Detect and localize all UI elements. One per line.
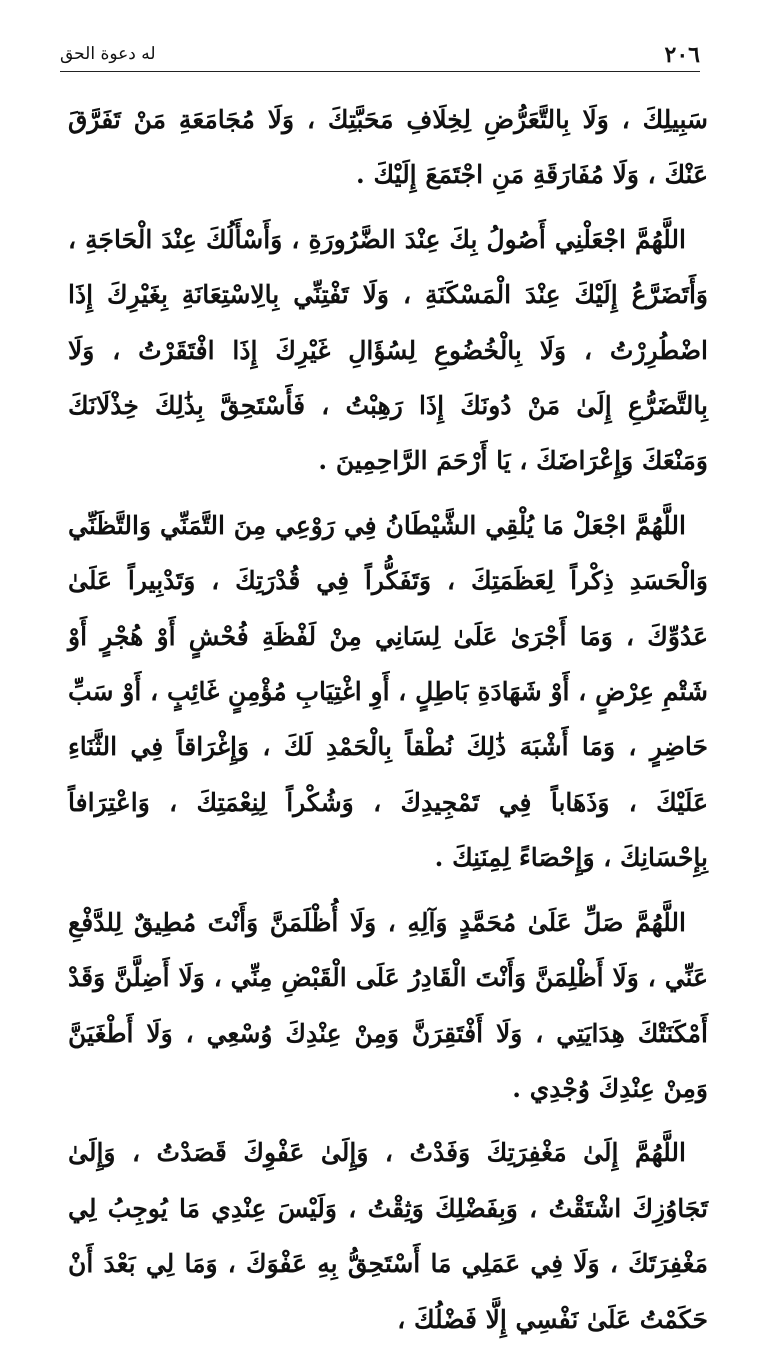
page-number: ٢٠٦ [664,42,700,68]
paragraph-continuation: سَبِيلِكَ ، وَلَا بِالتَّعَرُّضِ لِخِلَافِ مَحَبَّتِكَ ، وَلَا مُجَامَعَةِ مَنْ تَفَرَّقَ عَنْكَ ، وَلَا مُفَارَقَةِ مَنِ اجْتَمَعَ إِلَيْكَ . [68,105,708,190]
paragraph-prayer-necessity: اللَّهُمَّ اجْعَلْنِي أَصُولُ بِكَ عِنْدَ الضَّرُورَةِ ، وَأَسْأَلُكَ عِنْدَ الْحَاجَةِ ، وَأَتَضَرَّعُ إِلَيْكَ عِنْدَ الْمَسْكَنَةِ ، وَلَا تَفْتِنِّي بِالِاسْتِعَانَةِ بِغَيْرِكَ إِذَا اضْطُرِرْتُ ، وَلَا بِالْخُضُوعِ لِسُؤَالِ غَيْرِكَ إِذَا افْتَقَرْتُ ، وَلَا بِالتَّضَرُّعِ إِلَىٰ مَنْ دُونَكَ إِذَا رَهِبْتُ ، فَأَسْتَحِقَّ بِذَٰلِكَ خِذْلَانَكَ وَمَنْعَكَ وَإِعْرَاضَكَ ، يَا أَرْحَمَ الرَّاحِمِينَ . [68,224,708,476]
running-title: له دعوة الحق [60,44,156,64]
paragraph-prayer-oppression: اللَّهُمَّ صَلِّ عَلَىٰ مُحَمَّدٍ وَآلِهِ ، وَلَا أُظْلَمَنَّ وَأَنْتَ مُطِيقٌ لِلدَّفْعِ عَنِّي ، وَلَا أَظْلِمَنَّ وَأَنْتَ الْقَادِرُ عَلَى الْقَبْضِ مِنِّي ، وَلَا أَضِلَّنَّ وَقَدْ أَمْكَنَتْكَ هِدَايَتِي ، وَلَا أَفْتَقِرَنَّ وَمِنْ عِنْدِكَ وُسْعِي ، وَلَا أَطْغَيَنَّ وَمِنْ عِنْدِكَ وُجْدِي . [68,907,708,1103]
page-body [68,92,708,1356]
paragraph-prayer-satan: اللَّهُمَّ اجْعَلْ مَا يُلْقِي الشَّيْطَانُ فِي رَوْعِي مِنَ التَّمَنِّي وَالتَّظَنِّي وَالْحَسَدِ ذِكْراً لِعَظَمَتِكَ ، وَتَفَكُّراً فِي قُدْرَتِكَ ، وَتَدْبِيراً عَلَىٰ عَدُوِّكَ ، وَمَا أَجْرَىٰ عَلَىٰ لِسَانِي مِنْ لَفْظَةِ فُحْشٍ أَوْ هُجْرٍ أَوْ شَتْمِ عِرْضٍ ، أَوْ شَهَادَةِ بَاطِلٍ ، أَوِ اغْتِيَابِ مُؤْمِنٍ غَائِبٍ ، أَوْ سَبِّ حَاضِرٍ ، وَمَا أَشْبَهَ ذَٰلِكَ نُطْقاً بِالْحَمْدِ لَكَ ، وَإِغْرَاقاً فِي الثَّنَاءِ عَلَيْكَ ، وَذَهَاباً فِي تَمْجِيدِكَ ، وَشُكْراً لِنِعْمَتِكَ ، وَاعْتِرَافاً بِإِحْسَانِكَ ، وَإِحْصَاءً لِمِنَنِكَ . [68,510,708,873]
header-rule [60,71,700,72]
paragraph-prayer-forgiveness: اللَّهُمَّ إِلَىٰ مَغْفِرَتِكَ وَفَدْتُ ، وَإِلَىٰ عَفْوِكَ قَصَدْتُ ، وَإِلَىٰ تَجَاوُزِكَ اشْتَقْتُ ، وَبِفَضْلِكَ وَثِقْتُ ، وَلَيْسَ عِنْدِي مَا يُوجِبُ لِي مَغْفِرَتَكَ ، وَلَا فِي عَمَلِي مَا أَسْتَحِقُّ بِهِ عَفْوَكَ ، وَمَا لِي بَعْدَ أَنْ حَكَمْتُ عَلَىٰ نَفْسِي إِلَّا فَضْلُكَ ، [68,1138,708,1334]
page-header [60,38,700,68]
